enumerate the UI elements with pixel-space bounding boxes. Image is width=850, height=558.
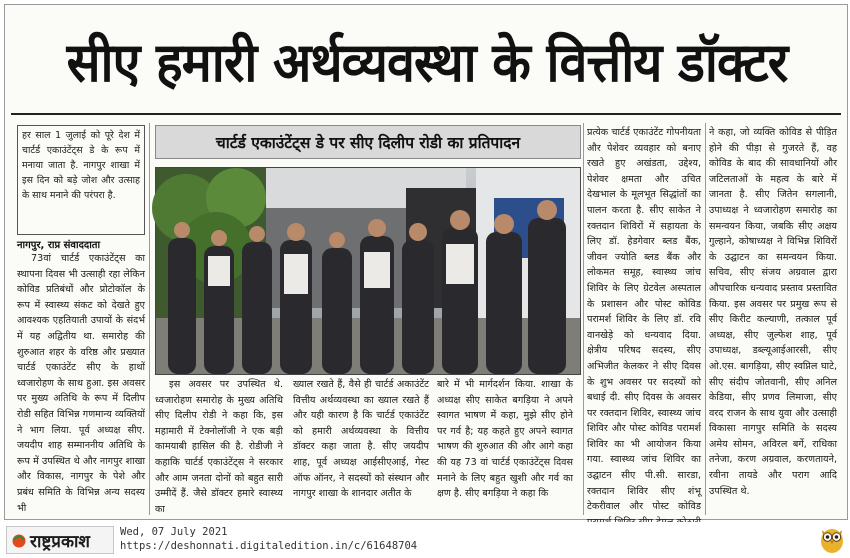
logo-text: राष्ट्रप्रकाश [30, 531, 90, 552]
column-5-text: प्रत्येक चार्टर्ड एकाउंटेंट गोपनीयता और पेशेवर व्यवहार को बनाए रखते हुए अखंडता, उद्देश्य, पेशेवर क्षमता और उचित देखभाल के मूलभूत सिद्धांतों का पालन करता है. सीए साकेत ने रक्तदान शिविरों में सहायता के लिए डॉ. हेडगेवार ब्लड बैंक, जीवन ज्योति ब्लड बैंक और लोकमत समूह, स्वास्थ्य जांच शिविर के लिए ग्रेटवेल अस्पताल के प्रशासन और पोस्ट कोविड परामर्श शिविर के लिए डॉ. रवि वानखेड़े को धन्यवाद दिया. क्षेत्रीय परिषद सदस्य, सीए अभिजीत केलकर ने सीए दिवस के शुभ अवसर पर सदस्यों को बधाई दी. सीए दिवस के अवसर पर रक्तदान शिविर, स्वास्थ्य जांच शिविर और पोस्ट कोविड परामर्श शिविर का भी आयोजन किया गया. स्वास्थ्य जांच शिविर का उद्घाटन सीए पी.सी. सारडा, रक्तदान शिविर सीए शंभू टेकरीवाल और पोस्ट कोविड [587, 127, 701, 513]
column-2-text: इस अवसर पर उपस्थित थे. ध्वजारोहण समारोह के मुख्य अतिथि सीए दिलीप रोडी ने कहा कि, इस महामारी में टेक्नोलॉजी ने एक बड़ी कामयाबी हासिल की है. रोडीजी ने कहाकि चार्टर्ड एकाउंटेंट्स ने सरकार और आम जनता दोनों को बहुत सारी उम्मीदें हैं. जैसे डॉक्टर हमारे स्वास्थ्य का [155, 379, 283, 515]
edition-url[interactable]: https://deshonnati.digitaledition.in/c/61648704 [120, 540, 418, 552]
headline: सीए हमारी अर्थव्यवस्था के वित्तीय डॉक्टर [66, 31, 788, 94]
publication-logo [6, 526, 114, 554]
column-1 [17, 251, 145, 513]
owl-icon [818, 524, 846, 554]
column-4-text: बारे में भी मार्गदर्शन किया. शाखा के अध्यक्ष सीए साकेत बगड़िया ने अपने स्वागत भाषण में कहा, मुझे सीए होने पर गर्व है; यह कहते हुए अपने स्वागत भाषण की शुरुआत की और आगे कहा की यह 73 वां चार्टर्ड एकाउंटेंट्स दिवस मनाने के लिए बहुत खुशी और गर्व का क्षण है. सीए बगड़िया ने कहा कि [437, 379, 573, 500]
column-divider [583, 123, 584, 515]
column-divider [149, 123, 150, 515]
column-2 [155, 377, 283, 513]
column-1-text: 73वां चार्टर्ड एकाउंटेंट्स का स्थापना दिवस भी उत्साही रहा लेकिन कोविड प्रतिबंधों और प्रोटोकॉल के रूप में स्वास्थ्य संकट को देखते हुए आवश्यक एहतियाती उपायों के संदर्भ में यह अद्वितीय था. समारोह की शुरुआत शहर के वरिष्ठ और प्रख्यात चार्टर्ड एकाउंटेंट सीए के हाथों ध्वजारोहण के साथ हुआ. इस अवसर पर मुख्य अतिथि के रूप में दिलीप रोडी सहित विभिन्न गणमान्य व्यक्तियों ने भाग लिया. पूर्व अध्यक्ष सीए. जयदीप शाह सम्माननीय अतिथि के रूप में उपस्थित थे और नागपुर शाखा और विकास, नागपुर के पेशे और प्रबंध समिति के विभिन्न अन्य सदस्य भी [17, 253, 145, 514]
column-6-text: ने कहा, जो व्यक्ति कोविड से पीड़ित होने की पीड़ा से गुजरते हैं, वह कोविड के बाद की सावधानियों और जटिलताओं के महत्व के बारे में जानता है. सीए जितेन सगलानी, उपाध्यक्ष ने ध्वजारोहण समारोह का समन्वयन किया, जबकि सीए अक्षय गुल्हाने, कोषाध्यक्ष ने विभिन्न शिविरों के उद्घाटन का समन्वयन किया. सचिव, सीए संजय अग्रवाल द्वारा औपचारिक धन्यवाद प्रस्ताव प्रस्तावित किया. इस अवसर पर प्रमुख रूप से सीए किरीट कल्याणी, तत्काल पूर्व अध्यक्ष, सीए जुल्फेश शाह, पूर्व उपाध्यक्ष, डब्ल्यूआईआरसी, सीए ओ.एस. बागड़िया, सीए स्वप्निल घाटे, सीए संदीप जोतवानी, सीए अनिल केडिया, सीए प्रणव लिमाजा, सीए वरद राजन के साथ युवा और उत्साही विकासा नागपुर समिति के सदस्य अमेय सोमन, अविरल बर्गे, राधिका तनेजा, करण अग्रवाल, करणतायने, रवीना तायडे और पराग आदि उपस्थित थे. [709, 127, 837, 497]
headline-rule [11, 113, 841, 115]
logo-icon [11, 532, 27, 548]
column-3-text: ख्याल रखते हैं, वैसे ही चार्टर्ड अकाउंटेंट वित्तीय अर्थव्यवस्था का ख्याल रखते हैं और यही कारण है कि चार्टर्ड एकाउंटेंट को हमारी अर्थव्यवस्था के वित्तीय डॉक्टर कहा जाता है. सीए जयदीप शाह, पूर्व अध्यक्ष आईसीएआई, गेस्ट ऑफ ऑनर, ने सदस्यों को संस्थान और नागपुर शाखा के शानदार अतीत के [293, 379, 429, 500]
column-4 [437, 377, 573, 513]
intro-box: हर साल 1 जुलाई को पूरे देश में चार्टर्ड एकाउंटेंट्स डे के रूप में मनाया जाता है. नागपुर शाखा में इस दिन को बड़े जोश और उत्साह के साथ मनाने की परंपरा है. [17, 125, 145, 235]
event-photo-image [156, 168, 580, 374]
column-6 [709, 125, 837, 513]
column-5 [587, 125, 701, 513]
sub-headline: चार्टर्ड एकाउंटेंट्स डे पर सीए दिलीप रोडी का प्रतिपादन [155, 125, 581, 159]
byline: नागपुर, राप्र संवाददाता [17, 240, 101, 251]
edition-footer [0, 522, 850, 556]
column-3 [293, 377, 429, 513]
edition-info [120, 525, 417, 553]
column-divider [705, 123, 706, 515]
event-photo [155, 167, 581, 375]
newspaper-clipping [4, 4, 848, 520]
edition-date: Wed, 07 July 2021 [120, 526, 228, 538]
